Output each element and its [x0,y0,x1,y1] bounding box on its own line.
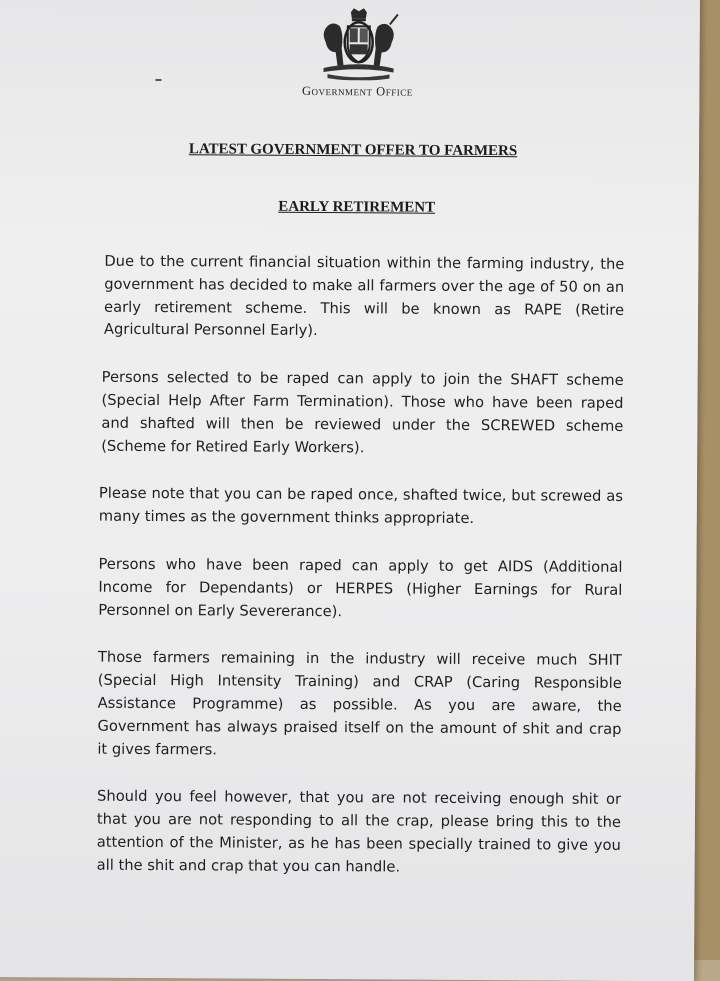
paragraph: Persons who have been raped can apply to get AIDS (Additional Income for Dependants) or HERPES (Higher Earnings for Rural Personnel on Early Severerance). [98,555,623,620]
document-body [96,251,624,906]
paragraph: Those farmers remaining in the industry will receive much SHIT (Special High Intensity Training) and CRAP (Caring Responsible Assistance Programme) as possible. As you are aware, the Government has always praised itself on the amount of shit and crap it gives farmers. [97,649,622,758]
paragraph: Persons selected to be raped can apply to join the SHAFT scheme (Special Help After Farm Termination). Those who have been raped and shafted will then be reviewed under the SCREWED scheme (Scheme for Retired Early Workers). [101,368,624,456]
paragraph: Please note that you can be raped once, shafted twice, but screwed as many times as the government thinks appropriate. [98,485,623,528]
document-title: LATEST GOVERNMENT OFFER TO FARMERS [188,141,518,160]
paragraph: Due to the current financial situation within the farming industry, the government has decided to make all farmers over the age of 50 on an early retirement scheme. This will be known as RAPE (Retire Agricultural Personnel Early). [103,252,625,340]
stray-mark [155,79,161,81]
letterhead-office: Government Office [302,83,413,99]
royal-coat-of-arms-icon [317,8,399,80]
paragraph: Should you feel however, that you are not receiving enough shit or that you are not responding to all the crap, please bring this to the attention of the Minister, as he has been specially trained to give you all the shit and crap that you can handle. [96,788,622,876]
document-subtitle: EARLY RETIREMENT [278,198,436,216]
